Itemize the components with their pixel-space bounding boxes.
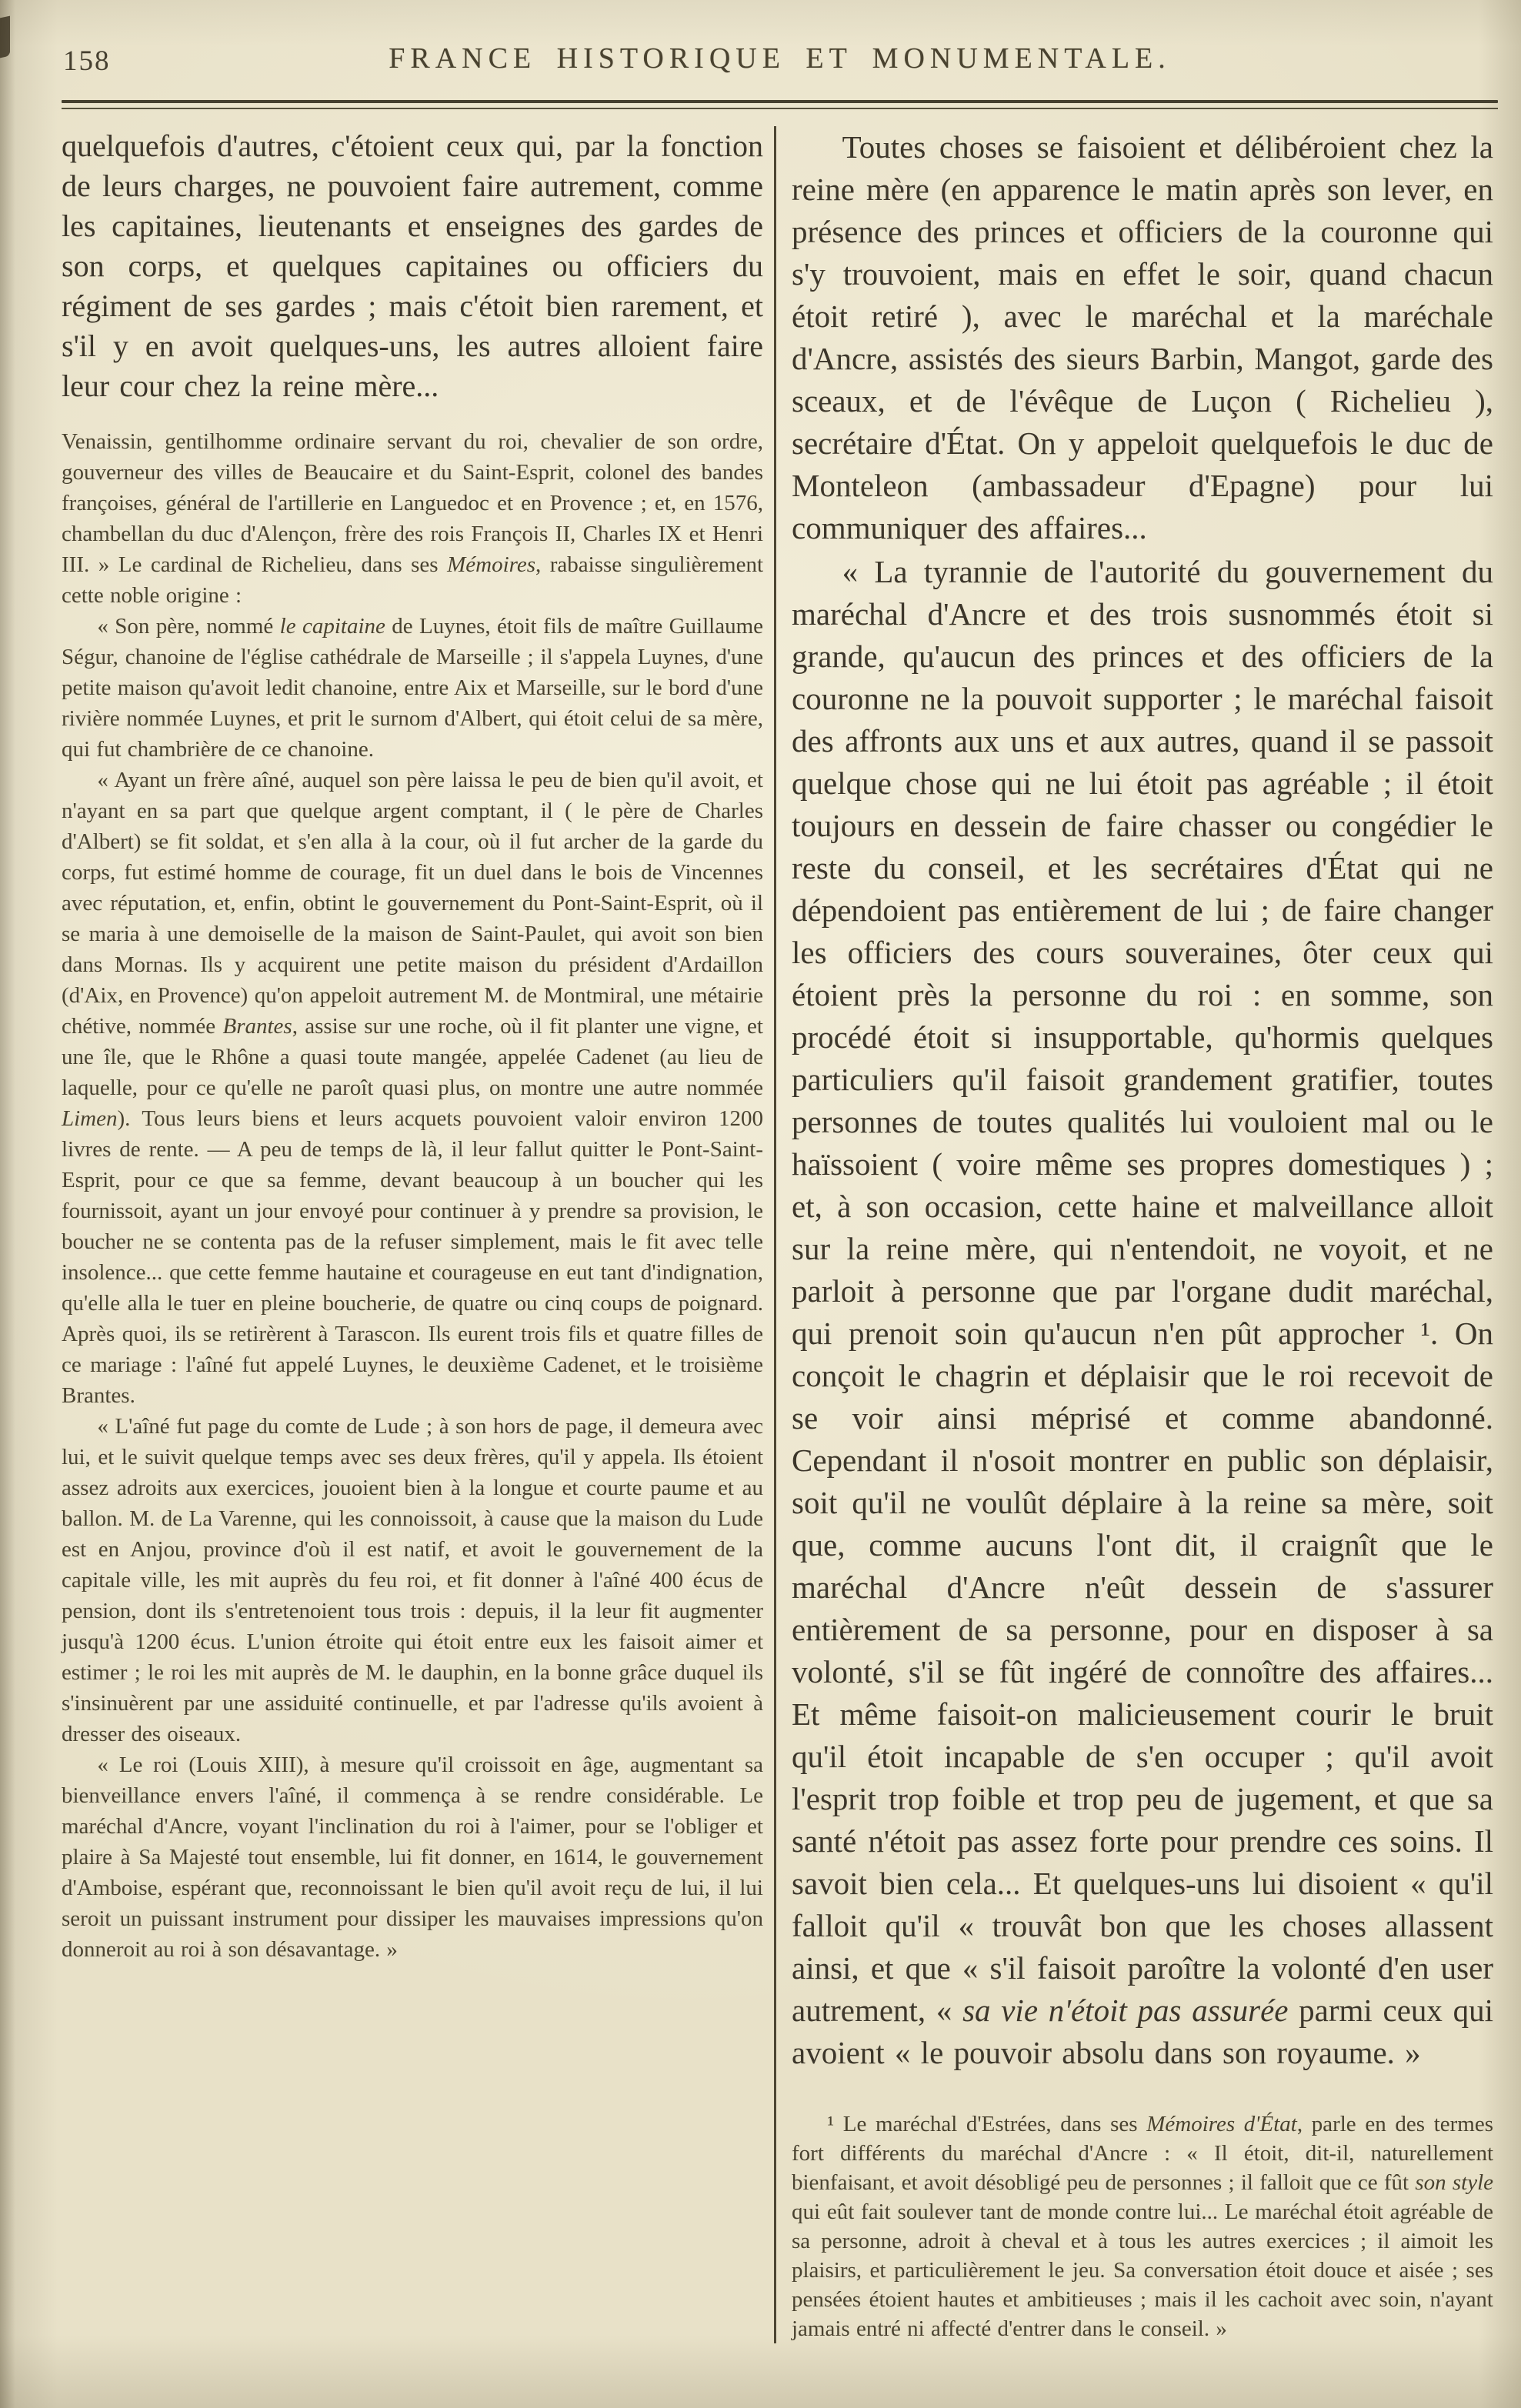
scan-gutter-mark	[0, 16, 10, 58]
header-rule-thick	[62, 100, 1498, 103]
page-header	[62, 31, 1498, 86]
page-title: FRANCE HISTORIQUE ET MONUMENTALE.	[389, 42, 1171, 75]
left-notes-block	[62, 426, 763, 1965]
right-main-paragraph-2: « La tyrannie de l'autorité du gouvernement du maréchal d'Ancre et des trois susnommés étoit si grande, qu'aucun des princes et des officiers de la couronne ne la pouvoit supporter ; le maréchal faisoit des affronts aux uns et aux autres, quand il se passoit quelque chose qui ne lui étoit pas agréable ; il étoit toujours en dessein de faire chasser ou congédier le reste du conseil, et les secrétaires d'État qui ne dépendoient pas entièrement de lui ; de faire changer les officiers des cours souveraines, ôter ceux qui étoient près la personne du roi : en somme, son procédé étoit si insupportable, qu'hormis quelques particuliers qu'il faisoit grandement gratifier, toutes personnes de toutes qualités lui vouloient mal ou le haïssoient ( voire même ses propres domestiques ) ; et, à son occasion, cette haine et malveillance alloit sur la reine mère, qui n'entendoit, ne voyoit, et ne parloit à personne que par l'organe dudit maréchal, qui prenoit soin qu'aucun n'en pût approcher ¹. On conçoit le chagrin et déplaisir que le roi recevoit de se voir ainsi méprisé et comme abandonné. Cependant il n'osoit montrer en public son déplaisir, soit qu'il ne voulût déplaire à la reine sa mère, soit que, comme aucuns l'ont dit, il craignît que le maréchal d'Ancre n'eût dessein de s'assurer entièrement de sa personne, pour en disposer à sa volonté, s'il se fût ingéré de connoître des affaires... Et même faisoit-on malicieusement courir le bruit qu'il étoit incapable de s'en occuper ; qu'il avoit l'esprit trop foible et trop peu de jugement, et que sa santé n'étoit pas assez forte pour prendre ces soins. Il savoit bien cela... Et quelques-uns lui disoient « qu'il falloit qu'il « trouvât bon que les choses allassent ainsi, et que « s'il faisoit paroître la volonté d'en user autrement, « sa vie n'étoit pas assurée parmi ceux qui avoient « le pouvoir absolu dans son royaume. »	[792, 554, 1494, 2070]
left-note-paragraph-1: Venaissin, gentilhomme ordinaire servant du roi, chevalier de son ordre, gouverneur des villes de Beaucaire et du Saint-Esprit, colonel des bandes françoises, général de l'artillerie en Languedoc et en Provence ; et, en 1576, chambellan du duc d'Alençon, frère des rois François II, Charles IX et Henri III. » Le cardinal de Richelieu, dans ses Mémoires, rabaisse singulièrement cette noble origine :	[62, 429, 764, 608]
right-column	[776, 126, 1493, 2343]
left-column	[62, 126, 774, 2343]
footnote-block	[792, 2110, 1493, 2343]
header-rule-thin	[62, 108, 1498, 109]
left-note-paragraph-3: « Ayant un frère aîné, auquel son père laissa le peu de bien qu'il avoit, et n'ayant en sa part que quelque argent comptant, il ( le père de Charles d'Albert) se fit soldat, et s'en alla à la cour, où il fut archer de la garde du corps, fut estimé homme de courage, fit un duel dans le bois de Vincennes avec réputation, et, enfin, obtint le gouvernement du Pont-Saint-Esprit, où il se maria à une demoiselle de la maison de Saint-Paulet, qui avoit son bien dans Mornas. Ils y acquirent une petite maison du président d'Ardaillon (d'Aix, en Provence) qu'on appeloit autrement M. de Montmiral, une métairie chétive, nommée Brantes, assise sur une roche, où il fit planter une vigne, et une île, que le Rhône a quasi toute mangée, appelée Cadenet (au lieu de laquelle, pour ce qu'elle ne paroît quasi plus, on montre une autre nommée Limen). Tous leurs biens et leurs acquets pouvoient valoir environ 1200 livres de rente. — A peu de temps de là, il leur fallut quitter le Pont-Saint-Esprit, pour ce que sa femme, devant beaucoup à un boucher qui les fournissoit, ayant un jour envoyé pour continuer à y prendre sa provision, le boucher ne se contenta pas de la refuser simplement, mais le fit avec telle insolence... que cette femme hautaine et courageuse en eut tant d'indignation, qu'elle alla le tuer en pleine boucherie, de quatre ou cinq coups de poignard. Après quoi, ils se retirèrent à Tarascon. Ils eurent trois fils et quatre filles de ce mariage : l'aîné fut appelé Luynes, le deuxième Cadenet, et le troisième Brantes.	[62, 768, 763, 1408]
page-number: 158	[63, 45, 111, 77]
right-main-paragraph-1: Toutes choses se faisoient et délibéroient chez la reine mère (en apparence le matin après son lever, en présence des princes et officiers de la couronne qui s'y trouvoient, mais en effet le soir, quand chacun étoit retiré ), avec le maréchal et la maréchale d'Ancre, assistés des sieurs Barbin, Mangot, garde des sceaux, et de l'évêque de Luçon ( Richelieu ), secrétaire d'État. On y appeloit quelquefois le duc de Monteleon (ambassadeur d'Epagne) pour lui communiquer des affaires...	[792, 129, 1493, 545]
left-note-paragraph-4: « L'aîné fut page du comte de Lude ; à son hors de page, il demeura avec lui, et le suivit quelque temps avec ses deux frères, qu'il y appela. Ils étoient assez adroits aux exercices, jouoient bien à la longue et courte paume et au ballon. M. de La Varenne, qui les connoissoit, à cause que la maison du Lude est en Anjou, province d'où il est natif, et avoit le gouvernement de la capitale ville, les mit auprès du feu roi, et fit donner à l'aîné 400 écus de pension, dont ils s'entretenoient tous trois : depuis, il la leur fit augmenter jusqu'à 1200 écus. L'union étroite qui étoit entre eux les faisoit aimer et estimer ; le roi les mit auprès de M. le dauphin, en la bonne grâce duquel ils s'insinuèrent par une assiduité continuelle, et par l'adresse qu'ils avoient à dresser des oiseaux.	[62, 1414, 763, 1746]
footnote-paragraph: ¹ Le maréchal d'Estrées, dans ses Mémoires d'État, parle en des termes fort différents du maréchal d'Ancre : « Il étoit, dit-il, naturellement bienfaisant, et avoit désobligé peu de personnes ; il falloit que ce fût son style qui eût fait soulever tant de monde contre lui... Le maréchal étoit agréable de sa personne, adroit à cheval et à tous les autres exercices ; il aimoit les plaisirs, et particulièrement le jeu. Sa conversation étoit douce et aisée ; ses pensées étoient hautes et ambitieuses ; mais il les cachoit avec soin, n'ayant jamais entré ni affecté d'entrer dans le conseil. »	[792, 2112, 1493, 2341]
text-columns	[62, 126, 1498, 2343]
left-note-paragraph-5: « Le roi (Louis XIII), à mesure qu'il croissoit en âge, augmentant sa bienveillance envers l'aîné, il commença à se rendre considérable. Le maréchal d'Ancre, voyant l'inclination du roi à l'aimer, pour se l'obliger et plaire à Sa Majesté tout ensemble, lui fit donner, en 1614, le gouvernement d'Amboise, espérant que, reconnoissant le bien qu'il avoit reçu de lui, il lui seroit un puissant instrument pour dissiper les mauvaises impressions qu'on donneroit au roi à son désavantage. »	[62, 1753, 763, 1962]
header-rule	[62, 100, 1498, 109]
left-note-paragraph-2: « Son père, nommé le capitaine de Luynes, étoit fils de maître Guillaume Ségur, chanoine de l'église cathédrale de Marseille ; il s'appela Luynes, d'une petite maison qu'avoit ledit chanoine, entre Aix et Marseille, sur le bord d'une rivière nommée Luynes, et prit le surnom d'Albert, qui étoit celui de sa mère, qui fut chambrière de ce chanoine.	[62, 614, 764, 762]
left-main-paragraph: quelquefois d'autres, c'étoient ceux qui, par la fonction de leurs charges, ne pouvoient faire autrement, comme les capitaines, lieutenants et enseignes des gardes de son corps, et quelques capitaines ou officiers du régiment de ses gardes ; mais c'étoit bien rarement, et s'il y en avoit quelques-uns, les autres alloient faire leur cour chez la reine mère...	[62, 128, 763, 403]
